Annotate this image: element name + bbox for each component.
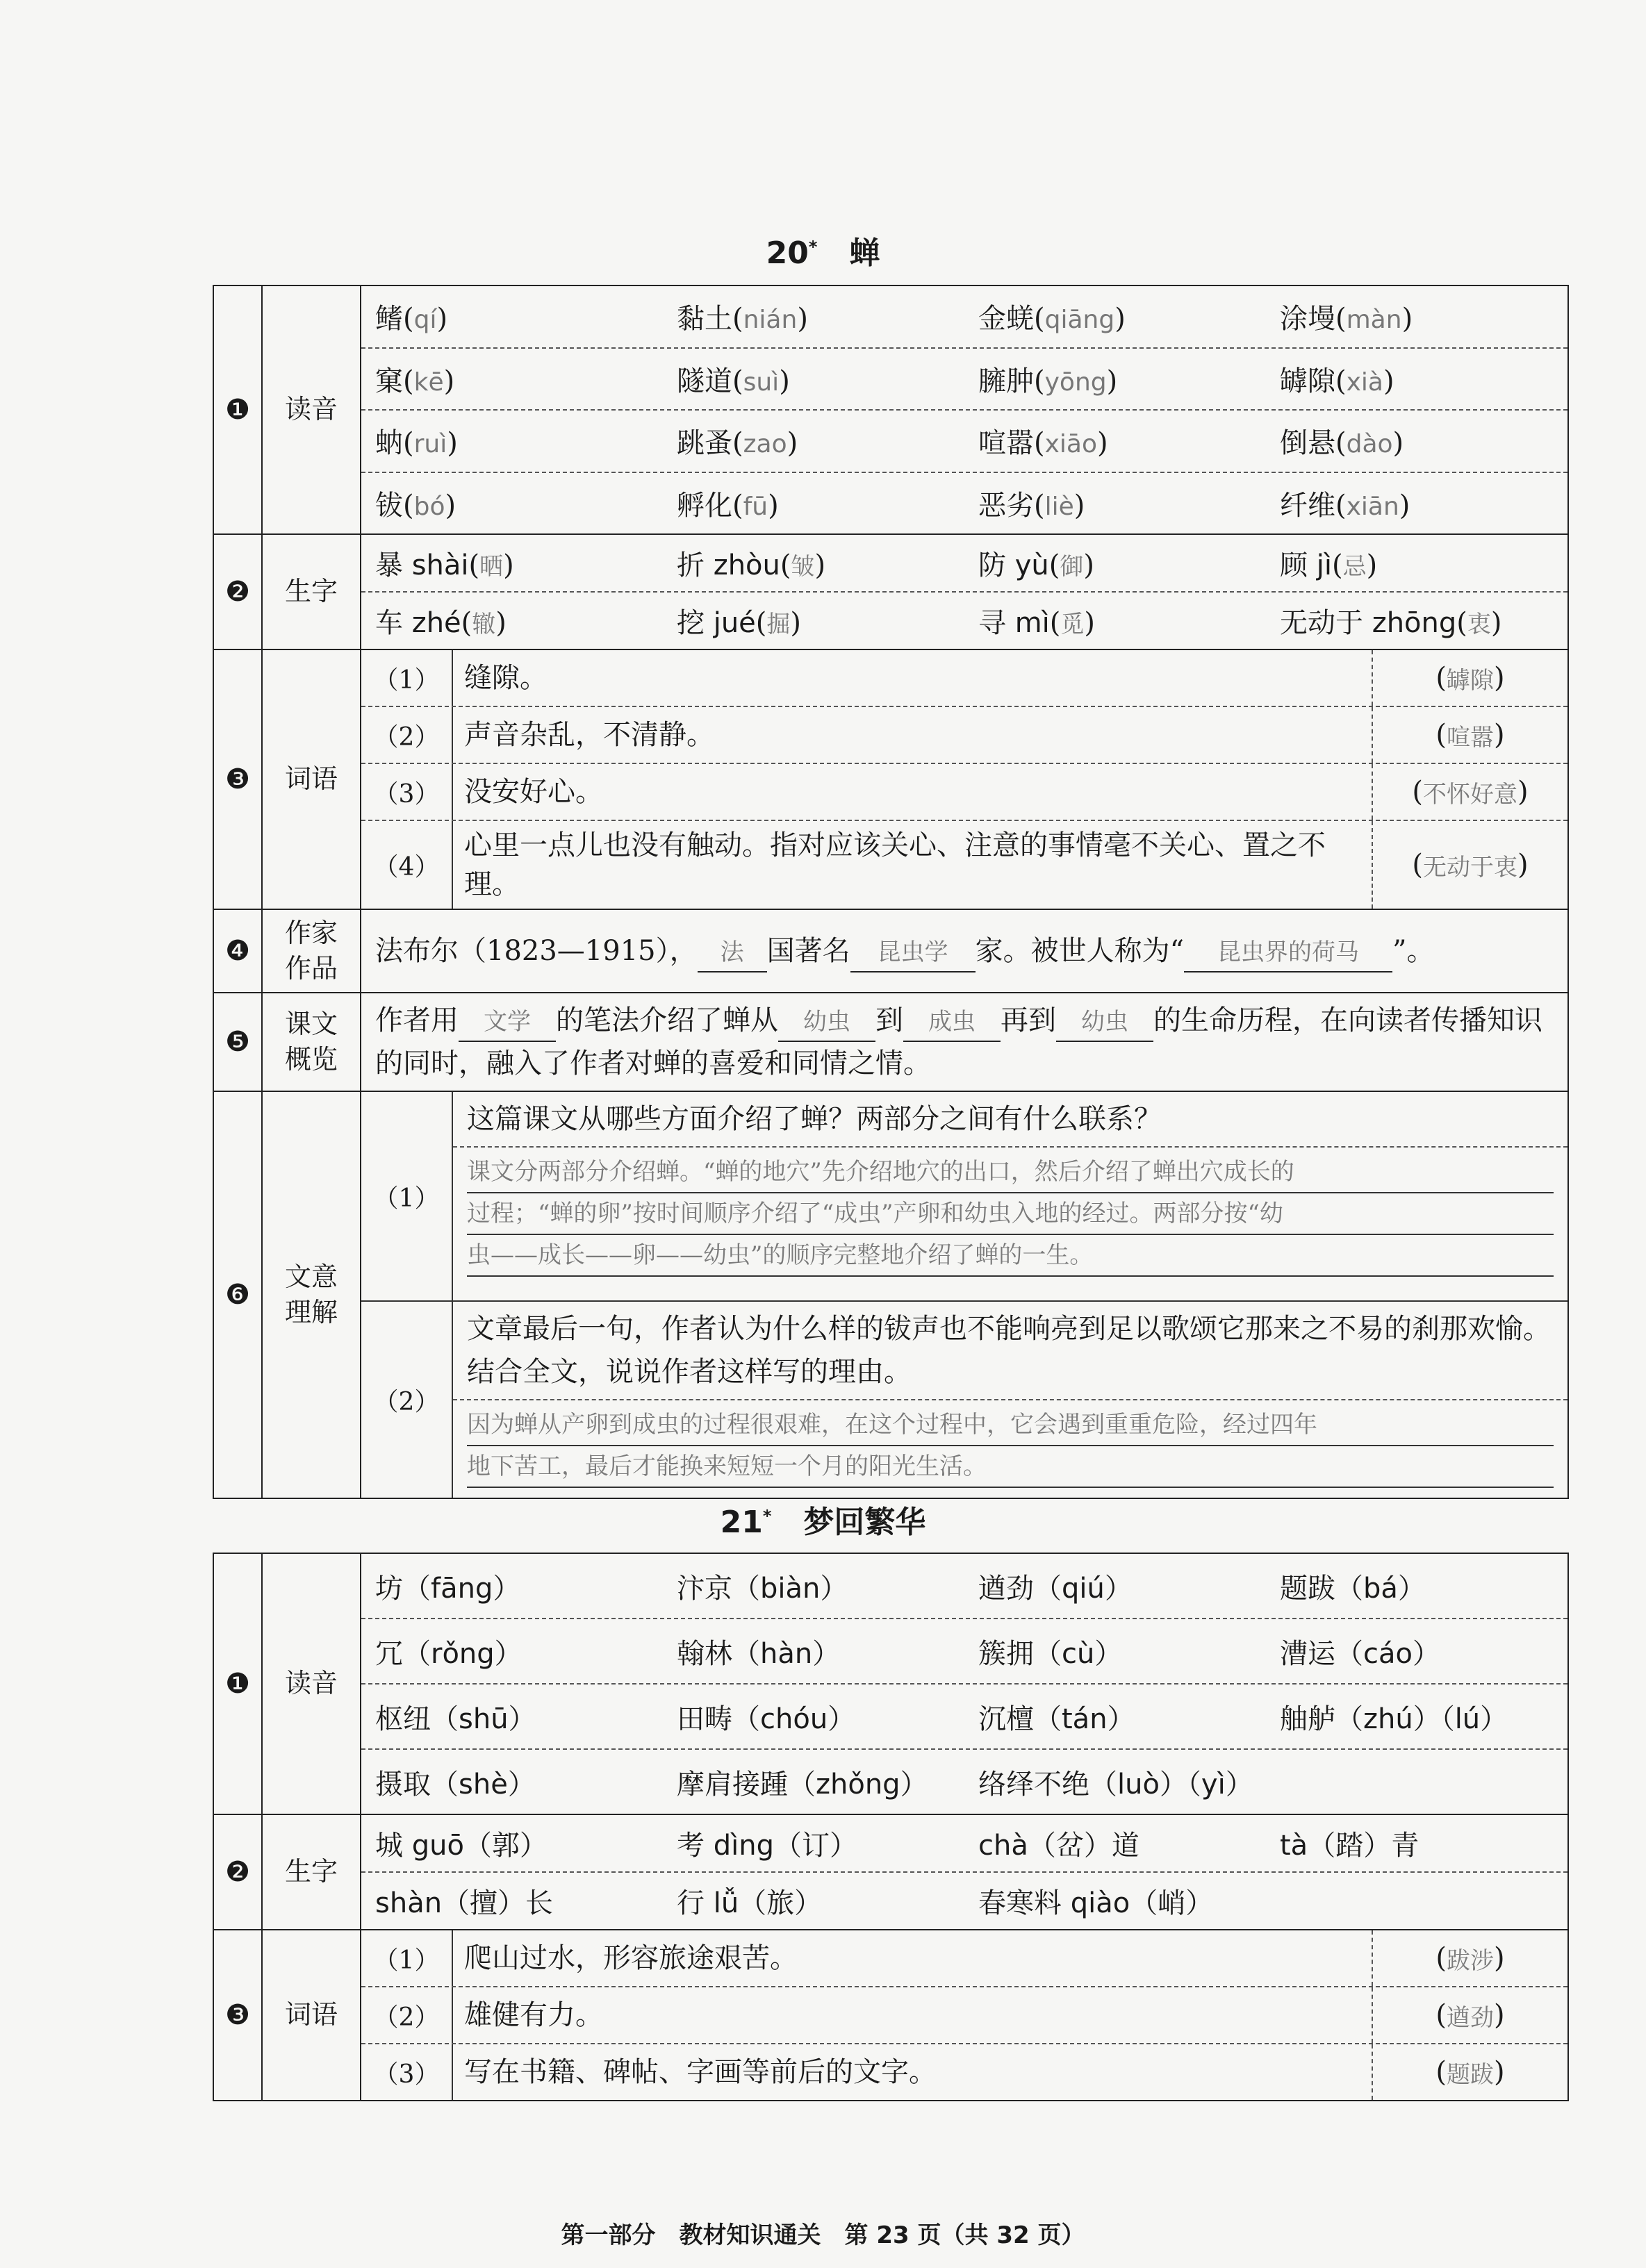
pinyin-answer[interactable]: bó (413, 492, 445, 521)
pinyin-answer[interactable]: màn (1346, 306, 1402, 335)
vocab-answer[interactable]: 喧嚣 (1447, 723, 1494, 752)
character-item (1266, 543, 1567, 583)
pronunciation-item[interactable]: 遒劲（qiú） (978, 1572, 1133, 1605)
paren: ) (790, 607, 802, 639)
word: 隧道 (677, 365, 732, 397)
character-answer[interactable]: 觅 (1060, 611, 1085, 638)
star-mark: * (808, 237, 818, 257)
pinyin-answer[interactable]: xiāo (1044, 430, 1098, 459)
pronunciation-row (361, 1685, 1567, 1750)
definition: 心里一点儿也没有触动。指对应该关心、注意的事情毫不关心、置之不理。 (453, 821, 1373, 909)
paren: ) (1366, 549, 1378, 581)
paren: ( (1335, 365, 1347, 397)
paren: ) (1494, 719, 1505, 751)
character-item[interactable]: 城 guō（郭） (375, 1830, 548, 1862)
pinyin-prompt: 车 zhé (375, 607, 461, 639)
word: 恶劣 (978, 489, 1034, 522)
character-item (361, 601, 663, 640)
pronunciation-item[interactable]: 题跋（bá） (1280, 1572, 1426, 1605)
answer-cell (1373, 650, 1567, 706)
paren: ( (1456, 607, 1467, 639)
word: 金蜣 (978, 303, 1034, 336)
pronunciation-item (663, 483, 964, 523)
paren: ) (1494, 662, 1505, 694)
paren: ) (1392, 427, 1404, 460)
answer-blank[interactable]: 成虫 (903, 1004, 1001, 1042)
pronunciation-item (663, 297, 964, 336)
paren: ( (1435, 1999, 1447, 2031)
vocabulary-list (361, 1930, 1568, 2101)
character-row (361, 535, 1567, 593)
vocab-row (361, 2044, 1567, 2100)
pronunciation-row (361, 1619, 1567, 1685)
paren: ( (1034, 489, 1045, 522)
character-answer[interactable]: 皱 (791, 553, 815, 581)
paren: ) (1383, 365, 1394, 397)
pronunciation-item (1266, 483, 1567, 523)
lesson-name: 蝉 (849, 235, 880, 271)
pronunciation-item (964, 421, 1266, 461)
paren: ) (1073, 489, 1085, 522)
pronunciation-item (1266, 421, 1567, 461)
page-footer: 第一部分 教材知识通关 第 23 页（共 32 页） (561, 2221, 1085, 2249)
text: 的生命历程，在向读者传播知识的同时，融入了作者对蝉的喜爱和同情之情。 (375, 1004, 1542, 1079)
paren: ( (732, 365, 743, 397)
paren: ( (461, 607, 472, 639)
pinyin-answer[interactable]: qí (413, 306, 437, 335)
word: 臃肿 (978, 365, 1034, 397)
paren: ) (1517, 849, 1529, 881)
word: 窠 (375, 365, 403, 397)
pronunciation-row (361, 411, 1567, 473)
paren: ) (445, 489, 456, 522)
vocab-answer[interactable]: 不怀好意 (1423, 780, 1517, 809)
word: 喧嚣 (978, 427, 1034, 460)
pinyin-prompt: 折 zhòu (677, 549, 780, 581)
text-overview (361, 993, 1568, 1091)
paren: ( (1335, 303, 1347, 336)
paren: ( (403, 365, 414, 397)
pronunciation-item (361, 483, 663, 523)
text: ”。 (1392, 935, 1435, 967)
pronunciation-item[interactable]: 舳舻（zhú）（lú） (1280, 1703, 1508, 1735)
paren: ) (768, 489, 779, 522)
pronunciation-item (1266, 359, 1567, 399)
pronunciation-item[interactable]: 枢纽（shū） (375, 1703, 536, 1735)
answer-line[interactable]: 课文分两部分介绍蝉。“蝉的地穴”先介绍地穴的出口，然后介绍了蝉出穴成长的 (467, 1152, 1554, 1193)
pinyin-answer[interactable]: kē (413, 367, 444, 397)
item-number: （3） (361, 764, 453, 820)
word: 孵化 (677, 489, 732, 522)
paren: ) (797, 303, 808, 336)
paren: ( (1034, 365, 1045, 397)
vocab-answer[interactable]: 罅隙 (1447, 666, 1494, 695)
author-works (361, 909, 1568, 993)
paren: ( (1412, 776, 1423, 808)
definition: 写在书籍、碑帖、字画等前后的文字。 (453, 2044, 1373, 2100)
item-number: （1） (361, 650, 453, 706)
answer-line[interactable]: 地下苦工，最后才能换来短短一个月的阳光生活。 (467, 1446, 1554, 1488)
vocab-answer[interactable]: 跋涉 (1447, 1946, 1494, 1975)
lesson-20-title (0, 228, 1646, 272)
definition: 没安好心。 (453, 764, 1373, 820)
paren: ( (1435, 719, 1447, 751)
character-item (1266, 601, 1567, 640)
section-number: ❶ (213, 1553, 262, 1814)
new-characters-grid (361, 534, 1568, 649)
answer-lines (453, 1148, 1567, 1281)
label-line: 理解 (284, 1297, 338, 1327)
section-label: 生字 (262, 1814, 361, 1930)
pronunciation-item[interactable]: 络绎不绝（luò）（yì） (978, 1768, 1253, 1801)
pronunciation-grid (361, 1553, 1568, 1814)
question-text: 这篇课文从哪些方面介绍了蝉？两部分之间有什么联系？ (453, 1092, 1567, 1148)
lesson-20-table (213, 285, 1569, 1499)
paren: ) (1083, 549, 1094, 581)
text: 国著名 (766, 935, 850, 967)
pronunciation-row (361, 286, 1567, 349)
paren: ) (1494, 2056, 1505, 2088)
paren: ) (1494, 1942, 1505, 1974)
word: 黏土 (677, 303, 732, 336)
lesson-21-table (213, 1553, 1569, 2101)
item-number: （2） (361, 707, 453, 763)
paren: ( (1435, 2056, 1447, 2088)
section-number: ❷ (213, 534, 262, 649)
character-answer[interactable]: 御 (1060, 553, 1084, 581)
pinyin-answer[interactable]: xiān (1346, 492, 1399, 521)
pronunciation-item (361, 421, 663, 461)
word: 钹 (375, 489, 403, 522)
section-label (262, 993, 361, 1091)
answer-cell (1373, 1987, 1567, 2043)
pinyin-answer[interactable]: fū (743, 492, 768, 521)
pronunciation-item[interactable]: 翰林（hàn） (677, 1637, 841, 1670)
character-item (964, 601, 1266, 640)
paren: ) (1106, 365, 1118, 397)
section-number: ❺ (213, 993, 262, 1091)
pronunciation-grid (361, 285, 1568, 534)
paren: ( (755, 607, 767, 639)
paren: ) (1084, 607, 1096, 639)
answer-line[interactable]: 过程；“蝉的卵”按时间顺序介绍了“成虫”产卵和幼虫入地的经过。两部分按“幼 (467, 1193, 1554, 1235)
character-answer[interactable]: 晒 (479, 553, 504, 581)
label-line: 作家 (284, 917, 338, 948)
answer-cell (1373, 1930, 1567, 1986)
answer-blank[interactable]: 法 (698, 934, 767, 972)
question-text: 文章最后一句，作者认为什么样的钹声也不能响亮到足以歌颂它那来之不易的刹那欢愉。结合全文，说说作者这样写的理由。 (453, 1302, 1567, 1400)
pinyin-prompt: 顾 jì (1280, 549, 1332, 581)
paren: ) (1490, 607, 1502, 639)
answer-cell (1373, 2044, 1567, 2100)
pronunciation-item (964, 359, 1266, 399)
word: 涂墁 (1280, 303, 1335, 336)
vocab-answer[interactable]: 无动于衷 (1423, 853, 1517, 881)
pinyin-prompt: 挖 jué (677, 607, 756, 639)
text: 再到 (1001, 1004, 1056, 1036)
answer-cell (1373, 821, 1567, 909)
pronunciation-row (361, 473, 1567, 534)
paren: ) (1097, 427, 1108, 460)
vocab-row (361, 650, 1567, 707)
label-line: 文意 (284, 1261, 338, 1292)
pronunciation-item (964, 297, 1266, 336)
word: 罅隙 (1280, 365, 1335, 397)
pronunciation-item[interactable]: 坊（fāng） (375, 1572, 521, 1605)
section-number: ❹ (213, 909, 262, 993)
lesson-21-title (0, 1497, 1646, 1541)
label-line: 概览 (284, 1044, 338, 1075)
answer-blank[interactable]: 昆虫学 (850, 934, 976, 972)
paren: ) (443, 365, 455, 397)
vocab-row (361, 764, 1567, 821)
paren: ) (1401, 303, 1413, 336)
item-number: （4） (361, 821, 453, 909)
vocabulary-list (361, 649, 1568, 909)
section-number: ❷ (213, 1814, 262, 1930)
pinyin-prompt: 防 yù (978, 549, 1049, 581)
character-item[interactable]: 行 lǚ（旅） (677, 1887, 823, 1919)
pronunciation-item (361, 297, 663, 336)
character-item[interactable]: chà（岔）道 (978, 1830, 1139, 1862)
section-label: 词语 (262, 649, 361, 909)
pinyin-prompt: 寻 mì (978, 607, 1050, 639)
lesson-number: 20 (766, 235, 809, 271)
character-answer[interactable]: 忌 (1342, 553, 1367, 581)
character-row (361, 1815, 1567, 1873)
pronunciation-row (361, 349, 1567, 411)
section-number: ❸ (213, 649, 262, 909)
pinyin-answer[interactable]: liè (1044, 492, 1074, 521)
character-item (361, 543, 663, 583)
paren: ( (403, 303, 414, 336)
vocab-row (361, 707, 1567, 764)
answer-blank[interactable]: 文学 (459, 1004, 556, 1042)
section-label: 读音 (262, 285, 361, 534)
question-number: （2） (361, 1302, 453, 1498)
character-row (361, 1873, 1567, 1929)
pronunciation-item[interactable]: 田畴（chóu） (677, 1703, 856, 1735)
item-number: （1） (361, 1930, 453, 1986)
pinyin-answer[interactable]: xià (1346, 367, 1383, 397)
paren: ) (503, 549, 514, 581)
pronunciation-item[interactable]: 摄取（shè） (375, 1768, 536, 1801)
pronunciation-item[interactable]: 汴京（biàn） (677, 1572, 848, 1605)
question-number: （1） (361, 1092, 453, 1300)
paren: ) (1114, 303, 1126, 336)
definition: 缝隙。 (453, 650, 1373, 706)
answer-cell (1373, 764, 1567, 820)
character-item[interactable]: 考 dìng（订） (677, 1830, 857, 1862)
answer-line[interactable]: 虫——成长——卵——幼虫”的顺序完整地介绍了蝉的一生。 (467, 1235, 1554, 1277)
answer-line[interactable]: 因为蝉从产卵到成虫的过程很艰难，在这个过程中，它会遇到重重危险，经过四年 (467, 1405, 1554, 1446)
pronunciation-item[interactable]: 摩肩接踵（zhǒng） (677, 1768, 928, 1801)
paren: ( (1034, 427, 1045, 460)
text: 家。被世人称为“ (975, 935, 1185, 967)
pinyin-answer[interactable]: qiāng (1044, 306, 1115, 335)
character-item[interactable]: 春寒料 qiào（峭） (978, 1887, 1214, 1919)
word: 纤维 (1280, 489, 1335, 522)
pronunciation-item (361, 359, 663, 399)
vocab-answer[interactable]: 题跋 (1447, 2060, 1494, 2089)
paren: ) (447, 427, 458, 460)
item-number: （3） (361, 2044, 453, 2100)
answer-blank[interactable]: 昆虫界的荷马 (1184, 934, 1392, 972)
text: 法布尔（1823—1915）， (375, 935, 698, 967)
paren: ( (1331, 549, 1343, 581)
pronunciation-row (361, 1554, 1567, 1619)
paren: ( (403, 489, 414, 522)
pronunciation-row (361, 1750, 1567, 1814)
lesson-name: 梦回繁华 (803, 1505, 926, 1540)
pronunciation-item[interactable]: 漕运（cáo） (1280, 1637, 1440, 1670)
word: 跳蚤 (677, 427, 732, 460)
paren: ( (1435, 1942, 1447, 1974)
text: 的笔法介绍了蝉从 (556, 1004, 778, 1036)
paren: ( (1412, 849, 1423, 881)
question-2 (361, 1302, 1567, 1498)
pronunciation-item[interactable]: 簇拥（cù） (978, 1637, 1123, 1670)
character-answer[interactable]: 衷 (1467, 611, 1491, 638)
question-1 (361, 1092, 1567, 1302)
answer-lines (453, 1400, 1567, 1492)
section-label: 生字 (262, 534, 361, 649)
section-label: 读音 (262, 1553, 361, 1814)
paren: ) (1399, 489, 1410, 522)
pinyin-prompt: 无动于 zhōng (1280, 607, 1457, 639)
text: 到 (875, 1004, 903, 1036)
paren: ( (403, 427, 414, 460)
word: 鳍 (375, 303, 403, 336)
paren: ( (732, 489, 743, 522)
paren: ( (1034, 303, 1045, 336)
label-line: 课文 (284, 1008, 338, 1039)
paren: ( (1048, 549, 1060, 581)
paren: ( (732, 303, 743, 336)
pronunciation-item[interactable]: 沉檀（tán） (978, 1703, 1135, 1735)
answer-blank[interactable]: 幼虫 (778, 1004, 875, 1042)
section-number: ❸ (213, 1930, 262, 2101)
answer-cell (1373, 707, 1567, 763)
pronunciation-item (663, 421, 964, 461)
character-answer[interactable]: 辙 (472, 611, 496, 638)
pinyin-answer[interactable]: yōng (1044, 367, 1107, 397)
character-item[interactable]: tà（踏）青 (1280, 1830, 1419, 1862)
definition: 声音杂乱，不清静。 (453, 707, 1373, 763)
word: 蚋 (375, 427, 403, 460)
comprehension (361, 1091, 1568, 1498)
section-label (262, 909, 361, 993)
pinyin-answer[interactable]: nián (743, 306, 798, 335)
paren: ( (780, 549, 791, 581)
section-label: 词语 (262, 1930, 361, 2101)
paren: ( (468, 549, 480, 581)
pinyin-answer[interactable]: zao (743, 430, 787, 459)
item-number: （2） (361, 1987, 453, 2043)
pinyin-answer[interactable]: dào (1346, 430, 1393, 459)
character-row (361, 593, 1567, 649)
pinyin-prompt: 暴 shài (375, 549, 469, 581)
paren: ( (1335, 427, 1347, 460)
new-characters-grid (361, 1814, 1568, 1930)
pronunciation-item[interactable]: 冗（rǒng） (375, 1637, 522, 1670)
paren: ) (1517, 776, 1529, 808)
section-number: ❻ (213, 1091, 262, 1498)
word: 倒悬 (1280, 427, 1335, 460)
paren: ) (495, 607, 507, 639)
pronunciation-item (964, 483, 1266, 523)
pronunciation-item (663, 359, 964, 399)
pronunciation-item (1266, 297, 1567, 336)
paren: ( (1335, 489, 1347, 522)
section-label (262, 1091, 361, 1498)
text: 作者用 (375, 1004, 459, 1036)
character-item (663, 601, 964, 640)
character-item (964, 543, 1266, 583)
paren: ) (779, 365, 790, 397)
definition: 雄健有力。 (453, 1987, 1373, 2043)
vocab-row (361, 1930, 1567, 1987)
pinyin-answer[interactable]: suì (743, 367, 780, 397)
vocab-answer[interactable]: 遒劲 (1447, 2003, 1494, 2032)
definition: 爬山过水，形容旅途艰苦。 (453, 1930, 1373, 1986)
paren: ) (436, 303, 448, 336)
star-mark: * (762, 1506, 772, 1526)
paren: ) (787, 427, 798, 460)
lesson-number: 21 (720, 1505, 763, 1540)
character-answer[interactable]: 掘 (766, 611, 791, 638)
character-item[interactable]: shàn（擅）长 (375, 1887, 554, 1919)
paren: ( (732, 427, 743, 460)
paren: ) (1494, 1999, 1505, 2031)
answer-blank[interactable]: 幼虫 (1056, 1004, 1153, 1042)
vocab-row (361, 821, 1567, 909)
paren: ) (814, 549, 826, 581)
paren: ( (1049, 607, 1061, 639)
section-number: ❶ (213, 285, 262, 534)
pinyin-answer[interactable]: ruì (413, 430, 447, 459)
character-item (663, 543, 964, 583)
paren: ( (1435, 662, 1447, 694)
label-line: 作品 (284, 953, 338, 984)
vocab-row (361, 1987, 1567, 2044)
